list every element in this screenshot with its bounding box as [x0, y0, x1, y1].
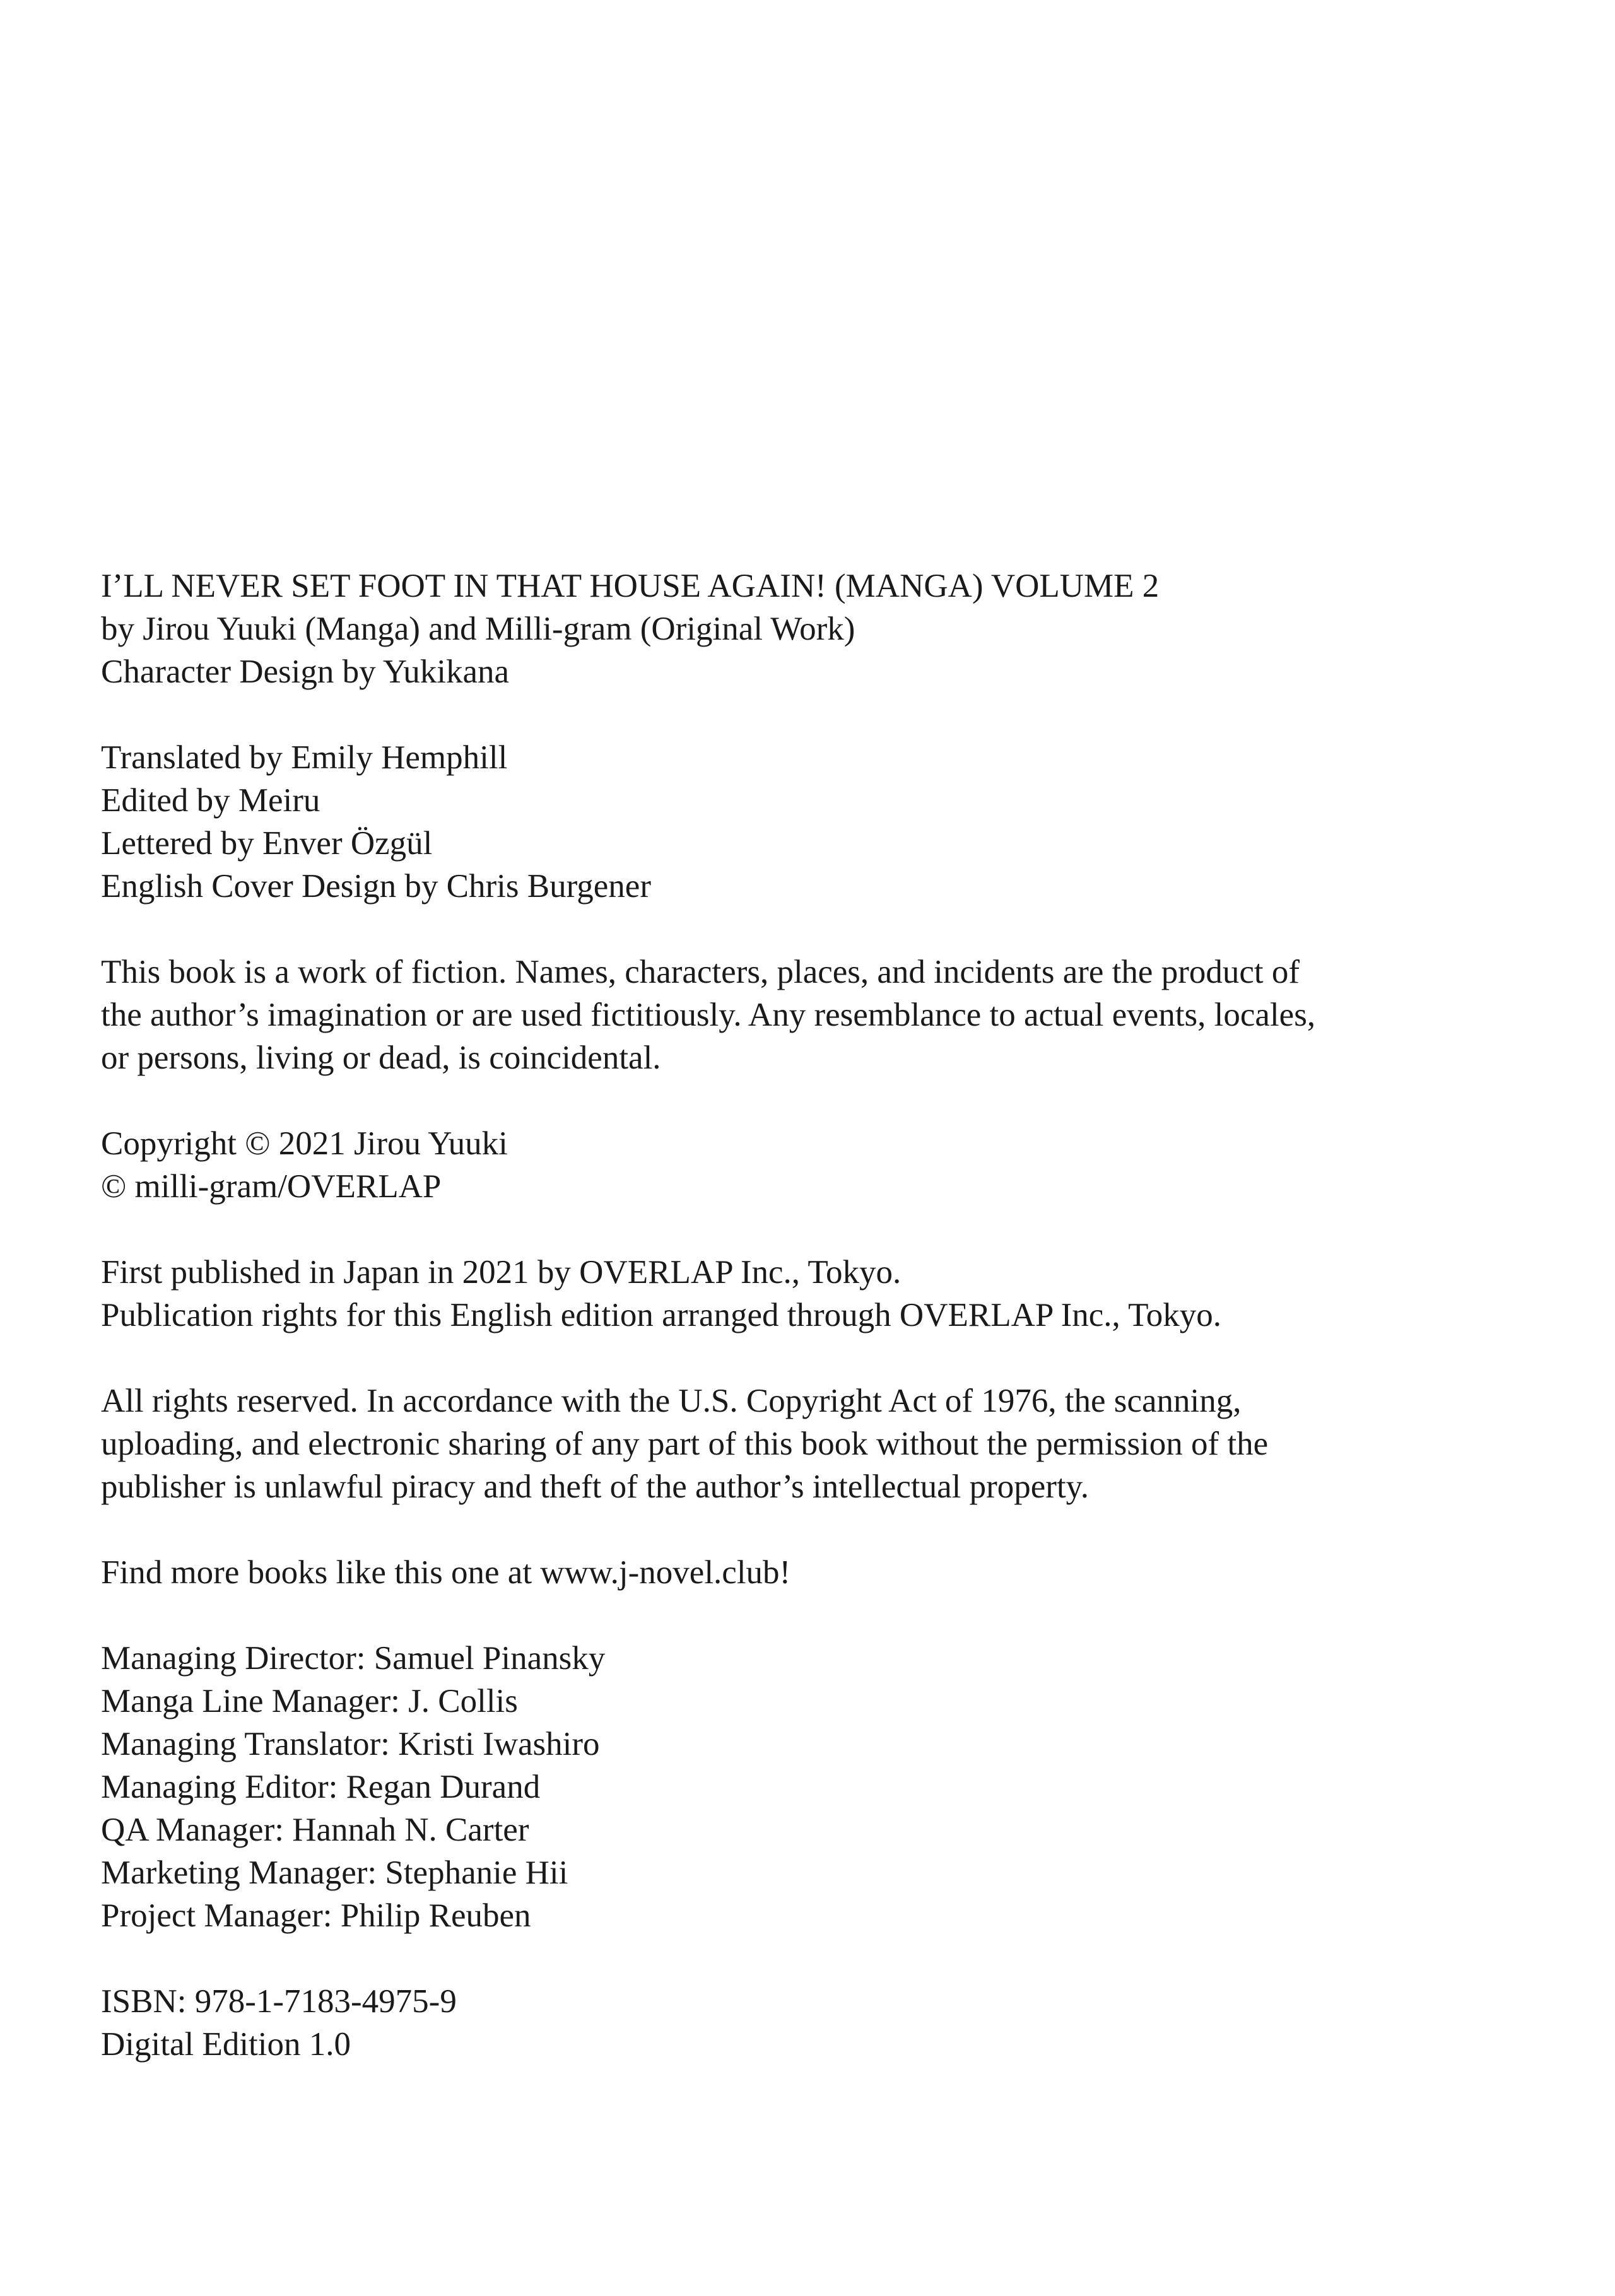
find-more-notice [101, 1551, 1514, 1594]
fiction-notice [101, 951, 1514, 1079]
fiction-notice-line: or persons, living or dead, is coincidental. [101, 1040, 661, 1076]
find-more-text: Find more books like this one at www.j-novel.club! [101, 1554, 791, 1591]
book-authors: by Jirou Yuuki (Manga) and Milli-gram (Original Work) [101, 611, 855, 647]
rights-notice-line: publisher is unlawful piracy and theft of the author’s intellectual property. [101, 1468, 1089, 1505]
translator-credit: Translated by Emily Hemphill [101, 739, 508, 776]
fiction-notice-line: This book is a work of fiction. Names, characters, places, and incidents are the product of [101, 954, 1300, 990]
character-design-credit: Character Design by Yukikana [101, 653, 510, 690]
publication-notice [101, 1251, 1514, 1337]
rights-notice [101, 1379, 1514, 1508]
digital-edition: Digital Edition 1.0 [101, 2026, 351, 2063]
staff-credits [101, 736, 1514, 908]
book-title: I’LL NEVER SET FOOT IN THAT HOUSE AGAIN! (MANGA) VOLUME 2 [101, 568, 1160, 604]
managing-translator-credit: Managing Translator: Kristi Iwashiro [101, 1726, 600, 1762]
edition-info [101, 1980, 1514, 2066]
copyright-text-block [101, 565, 1514, 2066]
rights-notice-line: uploading, and electronic sharing of any part of this book without the permission of the [101, 1426, 1269, 1462]
publication-line: First published in Japan in 2021 by OVERLAP Inc., Tokyo. [101, 1254, 901, 1291]
title-block [101, 565, 1514, 693]
manga-line-manager-credit: Manga Line Manager: J. Collis [101, 1683, 518, 1719]
rights-notice-line: All rights reserved. In accordance with the U.S. Copyright Act of 1976, the scanning, [101, 1383, 1242, 1419]
editor-credit: Edited by Meiru [101, 782, 320, 819]
qa-manager-credit: QA Manager: Hannah N. Carter [101, 1812, 529, 1848]
copyright-line: © milli-gram/OVERLAP [101, 1168, 442, 1205]
managing-editor-credit: Managing Editor: Regan Durand [101, 1769, 541, 1805]
copyright-notice [101, 1122, 1514, 1208]
marketing-manager-credit: Marketing Manager: Stephanie Hii [101, 1854, 568, 1891]
copyright-line: Copyright © 2021 Jirou Yuuki [101, 1125, 508, 1162]
cover-design-credit: English Cover Design by Chris Burgener [101, 868, 651, 905]
managing-director-credit: Managing Director: Samuel Pinansky [101, 1640, 606, 1677]
project-manager-credit: Project Manager: Philip Reuben [101, 1897, 531, 1934]
fiction-notice-line: the author’s imagination or are used fictitiously. Any resemblance to actual events, locales, [101, 997, 1316, 1033]
publication-line: Publication rights for this English edition arranged through OVERLAP Inc., Tokyo. [101, 1297, 1221, 1333]
management-credits [101, 1637, 1514, 1937]
letterer-credit: Lettered by Enver Özgül [101, 825, 433, 862]
isbn: ISBN: 978-1-7183-4975-9 [101, 1983, 457, 2020]
